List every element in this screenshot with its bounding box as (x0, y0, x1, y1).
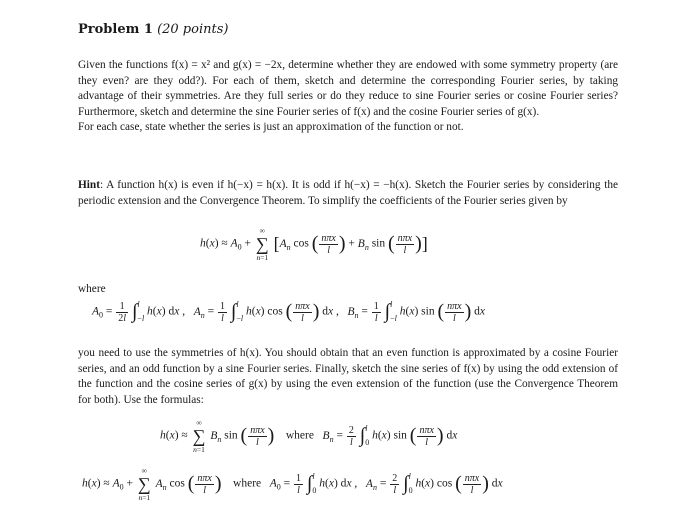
intro-text: Given the functions f(x) = x² and g(x) = −2x, determine whether they are endowed with some symmetry property (are they even? are they odd?). For each of them, sketch and determine the corresponding Fourier series, by taking advantage of their symmetries. Are they full series or do they reduce to sine Fourier series or cosine Fourier series? Furthermore, sketch and determine the sine Fourier series of f(x) and the cosine Fourier series of g(x). (78, 59, 618, 118)
problem-points: (20 points) (157, 22, 229, 37)
intro-paragraph (78, 58, 618, 136)
hint-text: : A function h(x) is even if h(−x) = h(x). It is odd if h(−x) = −h(x). Sketch the Fourier series by considering the periodic extension and the Convergence Theorem. To simplify the coefficients of the Fourier series given by (78, 179, 618, 207)
where-label: where (78, 283, 106, 295)
where-word-2: where (233, 477, 262, 490)
full-series-formula: $h(x) \approx A_0$ + ∞ ∑ n=1 [$A_n$ cos ( $\frac{\text{nπx}}{l}$ ) + $B_n$ sin ( $\frac{\text{nπx}}{l}$ )] (200, 226, 428, 262)
where-word-1: where (285, 429, 314, 442)
sine-series-formula: h(x) ≈ ∞ ∑ n=1 $B_n$ sin ( $\frac{\text{nπx}}{l}$ ) where $B_n$ = $\frac{2}{l}$ ∫l 0 h(x) sin ( $\frac{\text{nπx}}{l}$ ) dx (160, 418, 458, 454)
body-paragraph-2: you need to use the symmetries of h(x). You should obtain that an even function is approximated by a cosine Fourier series, and an odd function by a sine Fourier series. Finally, sketch the sine series of f(x) by using the odd extension of the function and the cosine series of g(x) by using the even extension of the function (use the Convergence Theorem for both). Use the formulas: (78, 347, 618, 406)
intro-line2: For each case, state whether the series is just an approximation of the function or not. (78, 121, 464, 134)
hint-label: Hint (78, 179, 100, 191)
problem-title (78, 22, 228, 37)
coefficients-formula: $A_0$ = $\frac{1}{2l}$ ∫l −l h(x) dx , $A_n$ = $\frac{1}{l}$ ∫l −l h(x) cos ( $\frac{\text{nπx}}{l}$ ) dx , $B_n$ = $\frac{1}{l}$ ∫l −l h(x) sin ( $\frac{\text{nπx}}{l}$ ) dx (92, 300, 485, 324)
hint-paragraph (78, 178, 618, 209)
cosine-series-formula: $h(x) \approx A_0$ + ∞ ∑ n=1 $A_n$ cos ( $\frac{\text{nπx}}{l}$ ) where $A_0$ = $\frac{1}{l}$ ∫l 0 h(x) dx , $A_n$ = $\frac{2}{l}$ ∫l 0 h(x) cos ( $\frac{\text{nπx}}{l}$ ) dx (82, 466, 503, 502)
problem-label: Problem 1 (78, 22, 153, 37)
